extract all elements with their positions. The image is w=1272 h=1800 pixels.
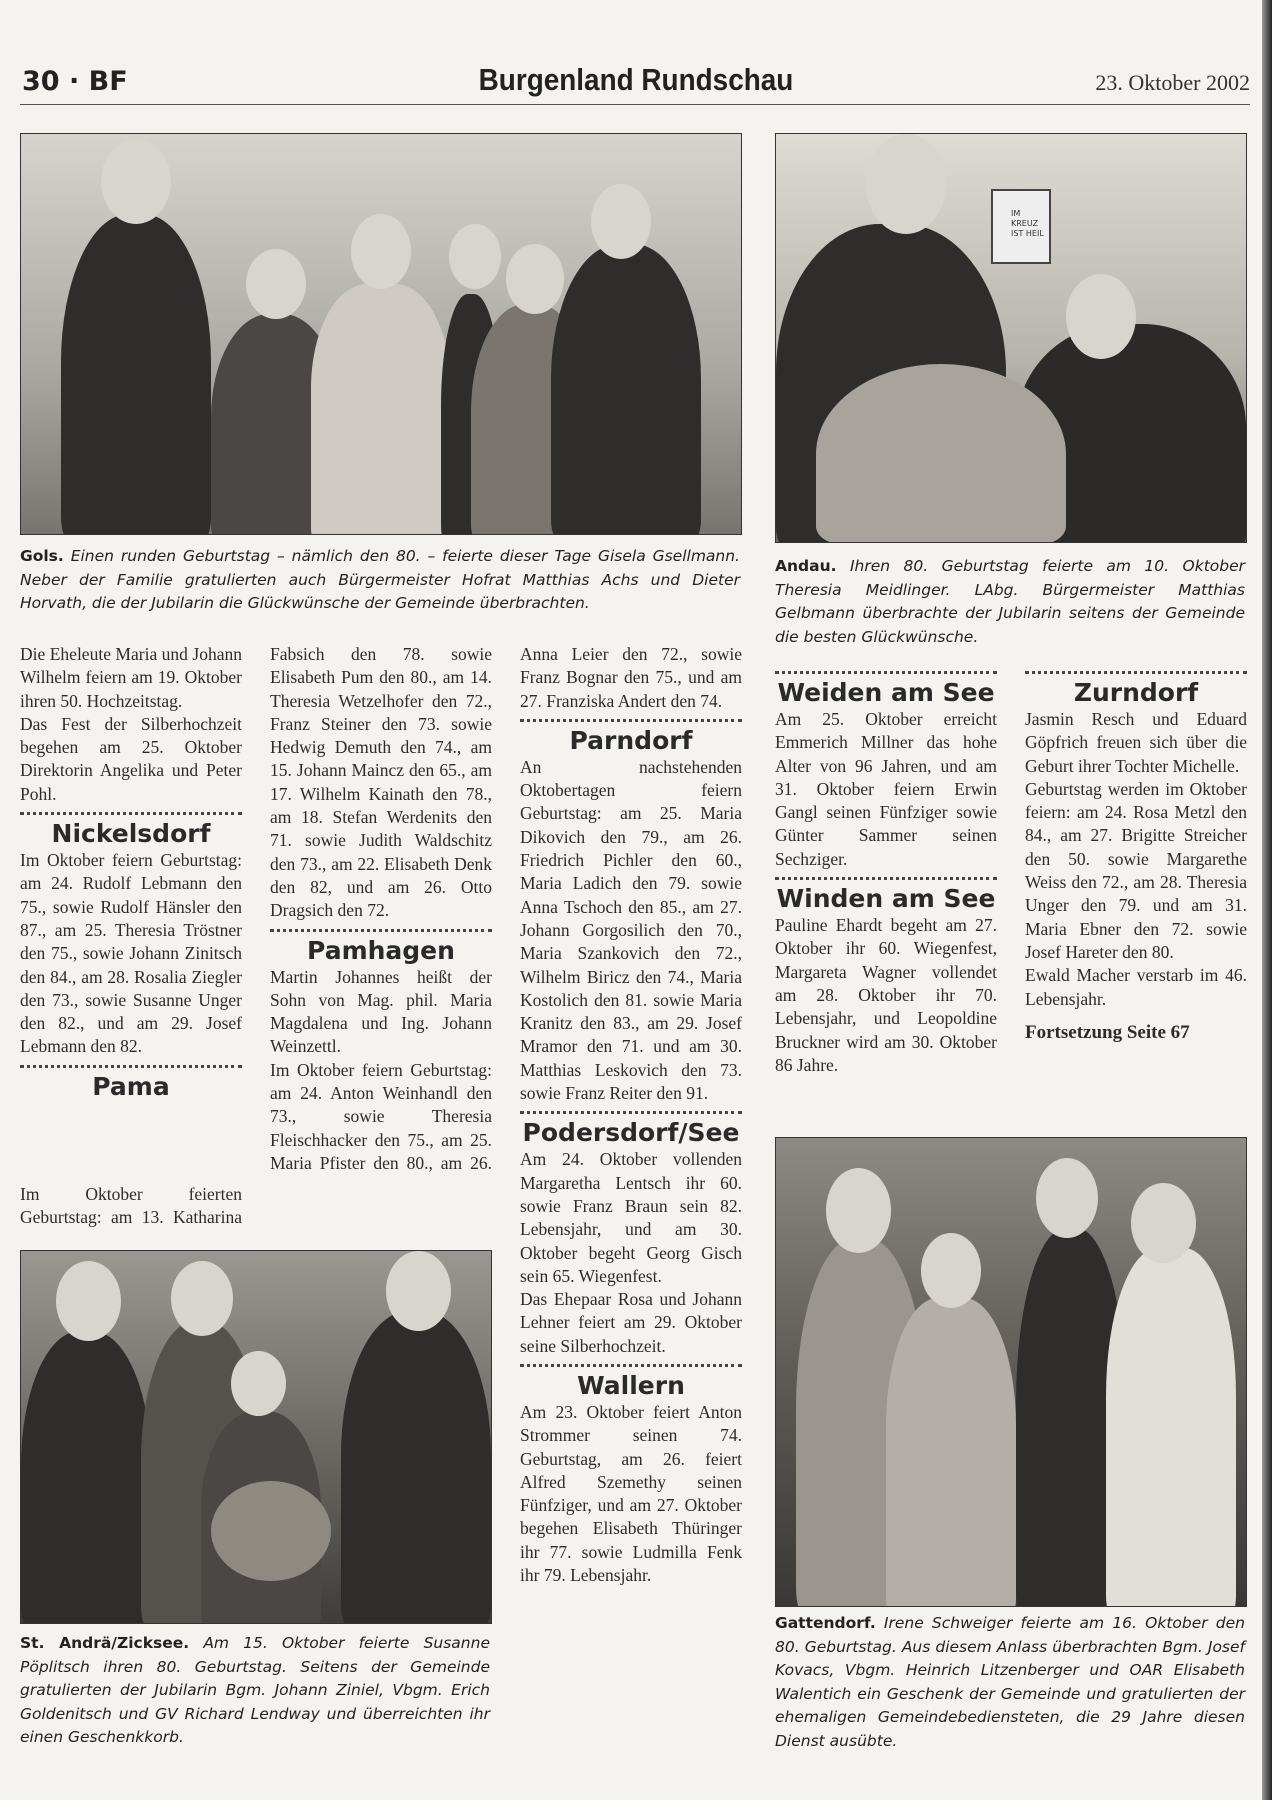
divider (520, 1111, 742, 1114)
section-heading: Winden am See (776, 884, 996, 914)
caption-gattendorf (775, 1612, 1245, 1753)
photo-gols (20, 133, 742, 535)
column-1 (20, 643, 242, 1102)
page-number: 30 · BF (22, 66, 128, 97)
section-text: Das Ehepaar Rosa und Johann Lehner feiert am 29. Oktober seine Silberhochzeit. (520, 1289, 742, 1356)
section-text: Am 23. Oktober feiert Anton Strommer seinen 74. Geburtstag, am 26. feiert Alfred Szemethy seinen Fünfziger, und am 27. Oktober begehen Elisabeth Thüringer ihr 77. sowie Ludmilla Fenk ihr 79. Lebensjahr. (520, 1402, 742, 1586)
section-text: Pauline Ehardt begeht am 27. Oktober ihr 60. Wiegenfest, Margareta Wagner vollendet am 28. Oktober ihr 70. Lebensjahr, und Leopoldine Bruckner wird am 30. Oktober 86 Jahre. (775, 915, 997, 1075)
section-heading: Parndorf (569, 725, 693, 755)
section-text: Ewald Macher verstarb im 46. Lebensjahr. (1025, 965, 1247, 1009)
section-text: An nachstehenden Oktobertagen feiern Geburtstag: am 25. Maria Dikovich den 79., am 26. Friedrich Pichler den 60., Maria Ladich den 79. sowie Anna Tschoch den 85., am 27. Johann Gorgosilich den 70., Maria Szankovich den 72., Wilhelm Biricz den 74., Maria Kostolich den 81. sowie Maria Kranitz den 83., am 29. Josef Mramor den 71. und am 30. Matthias Leskovich den 73. sowie Franz Reiter den 91. (520, 756, 742, 1104)
wall-sign: IM KREUZ IST HEIL (991, 189, 1051, 264)
divider (1025, 671, 1247, 674)
continuation-note: Fortsetzung Seite 67 (1025, 1021, 1190, 1043)
header-rule (20, 104, 1250, 105)
section-heading: Pamhagen (307, 935, 455, 965)
section-heading: Zurndorf (1073, 678, 1199, 707)
column-5 (1025, 665, 1247, 1044)
caption-text: Irene Schweiger feierte am 16. Oktober den 80. Geburtstag. Aus diesem Anlass überbrachten Bgm. Josef Kovacs, Vbgm. Heinrich Litzenberger und OAR Elisabeth Walentich ein Geschenk der Gemeinde und gratulierten der ehemaligen Gemeindebediensteten, die 29 Jahre diesen Dienst ausübte. (775, 1614, 1246, 1750)
divider (520, 1364, 742, 1367)
section-heading: Weiden am See (777, 678, 995, 707)
newspaper-title: Burgenland Rundschau (478, 62, 794, 97)
section-text: Geburtstag werden im Oktober feiern: am 24. Rosa Metzl den 84., am 27. Brigitte Streicher den 50. sowie Margarethe Weiss den 72., am 28. Theresia Unger den 79. und am 31. Maria Ebner den 72. sowie Josef Hareter den 80. (1025, 778, 1247, 962)
section-text-continued: Anna Leier den 72., sowie Franz Bognar den 75., und am 27. Franziska Andert den 74. (520, 643, 742, 711)
photo-andau (775, 133, 1247, 543)
section-heading: Podersdorf/See (522, 1118, 740, 1148)
photo-st-andrae (20, 1250, 492, 1624)
pama-continuation (270, 643, 492, 923)
column-4 (775, 665, 997, 1077)
pamhagen-continuation (520, 643, 742, 713)
caption-place: Gols. (20, 547, 64, 565)
section-text: Im Oktober feierten Geburtstag: am 13. Katharina (20, 1184, 242, 1228)
section-text: Im Oktober feiern Geburtstag: am 24. Rudolf Lebmann den 75., sowie Rudolf Hänsler den 87., am 25. Theresia Tröstner den 75., sowie Johann Zinitsch den 84., am 28. Rosalia Ziegler den 73., sowie Susanne Unger den 82., und am 29. Josef Lebmann den 82. (20, 850, 242, 1057)
intro-paragraph: Die Eheleute Maria und Johann Wilhelm feiern am 19. Oktober ihren 50. Hochzeitstag. (20, 644, 242, 711)
divider (270, 929, 492, 932)
caption-st-andrae (20, 1632, 490, 1750)
section-text: Jasmin Resch und Eduard Göpfrich freuen sich über die Geburt ihrer Tochter Michelle. (1025, 709, 1247, 776)
section-text: Im Oktober feiern Geburtstag: am 24. Anton Weinhandl den 73., sowie Theresia Fleischhacker den 75., am 25. Maria Pfister den 80., am 26. (270, 1059, 492, 1173)
caption-gols (20, 545, 740, 616)
divider (20, 812, 242, 815)
caption-place: Andau. (775, 557, 837, 575)
intro-paragraph: Das Fest der Silberhochzeit begehen am 25. Oktober Direktorin Angelika und Peter Pohl. (20, 713, 242, 804)
caption-place: St. Andrä/Zicksee. (20, 1634, 190, 1652)
caption-text: Einen runden Geburtstag – nämlich den 80. – feierte dieser Tage Gisela Gsellmann. Neber der Familie gratulierten auch Bürgermeister Hofrat Matthias Achs und Dieter Horvath, die der Jubilarin die Glückwünsche der Gemeinde überbrachten. (20, 547, 740, 612)
section-text: Am 24. Oktober vollenden Margaretha Lentsch ihr 60. sowie Franz Braun sein 82. Lebensjahr, und am 30. Oktober begeht Georg Gisch sein 65. Wiegenfest. (520, 1149, 742, 1286)
photo-gattendorf (775, 1137, 1247, 1607)
caption-place: Gattendorf. (775, 1614, 876, 1632)
section-heading: Wallern (577, 1371, 685, 1400)
caption-text: Ihren 80. Geburtstag feierte am 10. Oktober Theresia Meidlinger. LAbg. Bürgermeister Matthias Gelbmann überbrachte der Jubilarin seitens der Gemeinde die besten Glückwünsche. (775, 557, 1245, 646)
column-1-pama (20, 1183, 242, 1230)
page-edge-shadow (1262, 0, 1272, 1800)
column-3 (520, 643, 742, 1587)
column-2 (270, 643, 492, 1175)
caption-andau (775, 555, 1245, 649)
section-text: Am 25. Oktober erreicht Emmerich Millner das hohe Alter von 96 Jahren, und am 31. Oktober feiern Erwin Gangl seinen Fünfziger sowie Günter Sammer seinen Sechziger. (775, 709, 997, 869)
divider (775, 877, 997, 880)
section-heading: Pama (92, 1071, 170, 1101)
section-text: Martin Johannes heißt der Sohn von Mag. phil. Maria Magdalena und Ing. Johann Weinzettl. (270, 966, 492, 1057)
issue-date: 23. Oktober 2002 (1095, 70, 1250, 95)
divider (775, 671, 997, 674)
section-text-continued: Fabsich den 78. sowie Elisabeth Pum den 80., am 14. Theresia Wetzelhofer den 72., Franz Steiner den 73. sowie Hedwig Demuth den 74., am 15. Johann Maincz den 65., am 17. Wilhelm Kainath den 78., am 18. Stefan Werdenits den 71. sowie Judith Waldschitz den 73., am 22. Elisabeth Denk den 82, und am 26. Otto Dragsich den 72. (270, 644, 492, 921)
divider (520, 719, 742, 722)
section-heading: Nickelsdorf (51, 819, 211, 849)
divider (20, 1065, 242, 1068)
caption-text: Am 15. Oktober feierte Susanne Pöplitsch ihren 80. Geburtstag. Seitens der Gemeinde gratulierten der Jubilarin Bgm. Johann Ziniel, Vbgm. Erich Goldenitsch und GV Richard Lendway und überreichten ihr einen Geschenkkorb. (20, 1634, 490, 1746)
